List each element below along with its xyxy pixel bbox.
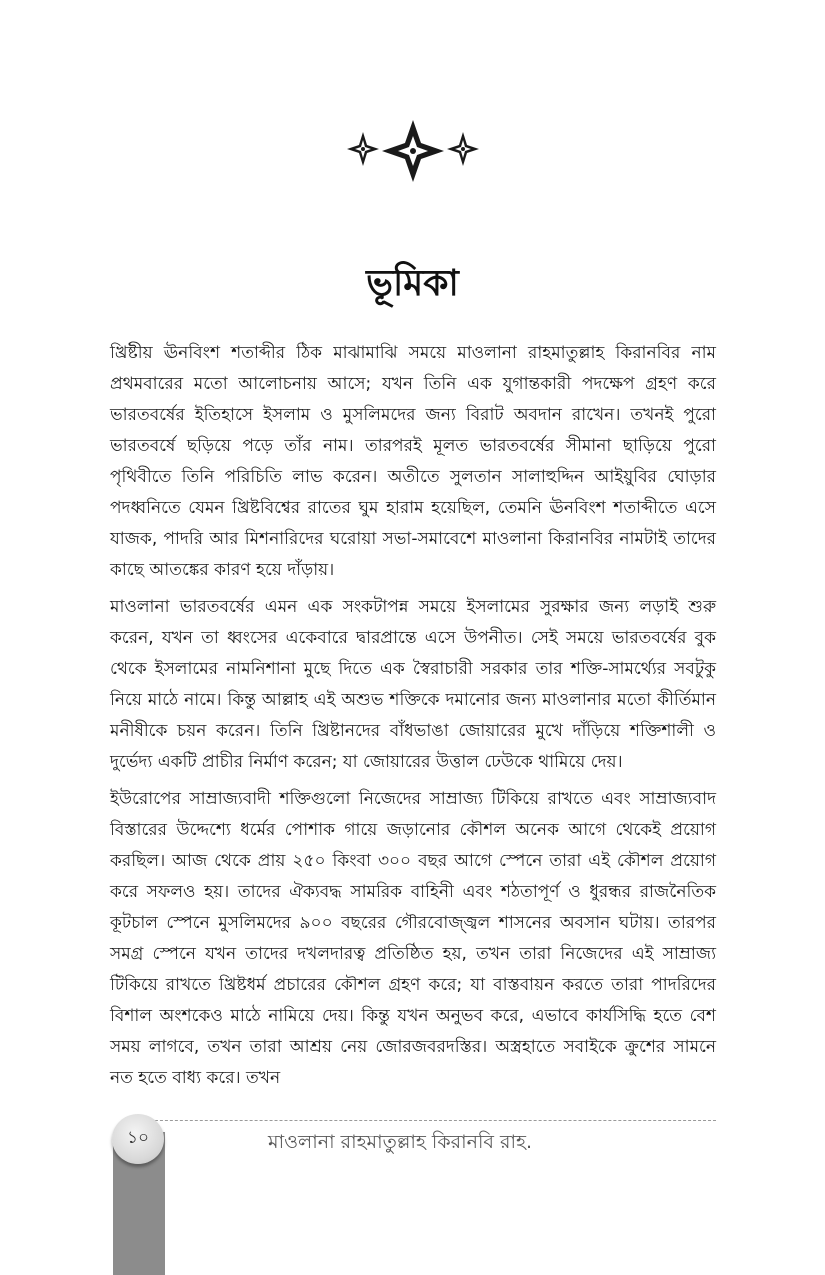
running-title: মাওলানা রাহমাতুল্লাহ কিরানবি রাহ. — [268, 1131, 532, 1153]
chapter-heading: ভূমিকা — [366, 263, 459, 304]
paragraph-1: খ্রিষ্টীয় ঊনবিংশ শতাব্দীর ঠিক মাঝামাঝি সময়ে মাওলানা রাহমাতুল্লাহ কিরানবির নাম প্রথমবারের মতো আলোচনায় আসে; যখন তিনি এক যুগান্তকারী পদক্ষেপ গ্রহণ করে ভারতবর্ষের ইতিহাসে ইসলাম ও মুসলিমদের জন্য বিরাট অবদান রাখেন। তখনই পুরো ভারতবর্ষে ছড়িয়ে পড়ে তাঁর নাম। তারপরই মূলত ভারতবর্ষের সীমানা ছাড়িয়ে পুরো পৃথিবীতে তিনি পরিচিতি লাভ করেন। অতীতে সুলতান সালাহুদ্দিন আইয়ুবির ঘোড়ার পদধ্বনিতে যেমন খ্রিষ্টবিশ্বের রাতের ঘুম হারাম হয়েছিল, তেমনি ঊনবিংশ শতাব্দীতে এসে যাজক, পাদরি আর মিশনারিদের ঘরোয়া সভা-সমাবেশে মাওলানা কিরানবির নামটাই তাদের কাছে আতঙ্কের কারণ হয়ে দাঁড়ায়। — [110, 343, 716, 580]
small-star-left-icon — [347, 132, 379, 166]
paragraph-3: ইউরোপের সাম্রাজ্যবাদী শক্তিগুলো নিজেদের সাম্রাজ্য টিকিয়ে রাখতে এবং সাম্রাজ্যবাদ বিস্তারের উদ্দেশ্যে ধর্মের পোশাক গায়ে জড়ানোর কৌশল অনেক আগে থেকেই প্রয়োগ করছিল। আজ থেকে প্রায় ২৫০ কিংবা ৩০০ বছর আগে স্পেনে তারা এই কৌশল প্রয়োগ করে সফলও হয়। তাদের ঐক্যবদ্ধ সামরিক বাহিনী এবং শঠতাপূর্ণ ও ধুরন্ধর রাজনৈতিক কূটচাল স্পেনে মুসলিমদের ৯০০ বছরের গৌরবোজ্জ্বল শাসনের অবসান ঘটায়। তারপর সমগ্র স্পেনে যখন তাদের দখলদারত্ব প্রতিষ্ঠিত হয়, তখন তারা নিজেদের এই সাম্রাজ্য টিকিয়ে রাখতে খ্রিষ্টধর্ম প্রচারের কৌশল গ্রহণ করে; যা বাস্তবায়ন করতে তারা পাদরিদের বিশাল অংশকেও মাঠে নামিয়ে দেয়। কিন্তু যখন অনুভব করে, এভাবে কার্যসিদ্ধি হতে বেশ সময় লাগবে, তখন তারা আশ্রয় নেয় জোরজবরদস্তির। অস্ত্রহাতে সবাইকে ক্রুশের সামনে নত হতে বাধ্য করে। তখন — [110, 789, 716, 1088]
page-number-badge: ১০ — [112, 1114, 164, 1164]
small-star-right-icon — [447, 132, 479, 166]
large-star-center-icon — [382, 120, 444, 182]
paragraph-2: মাওলানা ভারতবর্ষের এমন এক সংকটাপন্ন সময়ে ইসলামের সুরক্ষার জন্য লড়াই শুরু করেন, যখন তা ধ্বংসের একেবারে দ্বারপ্রান্তে এসে উপনীত। সেই সময়ে ভারতবর্ষের বুক থেকে ইসলামের নামনিশানা মুছে দিতে এক স্বৈরাচারী সরকার তার শক্তি-সামর্থ্যের সবটুকু নিয়ে মাঠে নামে। কিন্তু আল্লাহ এই অশুভ শক্তিকে দমানোর জন্য মাওলানার মতো কীর্তিমান মনীষীকে চয়ন করেন। তিনি খ্রিষ্টানদের বাঁধভাঙা জোয়ারের মুখে দাঁড়িয়ে শক্তিশালী ও দুর্ভেদ্য একটি প্রাচীর নির্মাণ করেন; যা জোয়ারের উত্তাল ঢেউকে থামিয়ে দেয়। — [110, 597, 716, 772]
footer-dashed-rule — [140, 1120, 716, 1121]
body-text — [110, 338, 716, 1100]
four-point-star-ornament-icon — [345, 118, 481, 184]
